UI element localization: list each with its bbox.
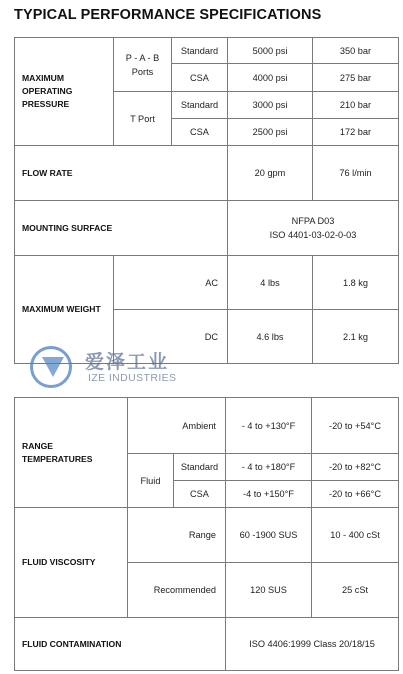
flow-rate-gpm: 20 gpm xyxy=(228,146,313,201)
viscosity-sus-cell: 60 -1900 SUS xyxy=(226,508,312,563)
weight-type-cell: DC xyxy=(114,310,228,364)
weight-type-cell: AC xyxy=(114,256,228,310)
pressure-bar-cell: 275 bar xyxy=(313,64,399,92)
weight-lbs-cell: 4.6 lbs xyxy=(228,310,313,364)
watermark-chinese-text: 爱泽工业 xyxy=(85,351,170,373)
temp-f-cell: - 4 to +180°F xyxy=(226,454,312,481)
t-port-label: T Port xyxy=(114,92,172,146)
viscosity-type-cell: Recommended xyxy=(128,563,226,618)
weight-kg-cell: 1.8 kg xyxy=(313,256,399,310)
temp-f-cell: - 4 to +130°F xyxy=(226,398,312,454)
pressure-type-cell: Standard xyxy=(172,92,228,119)
pressure-psi-cell: 3000 psi xyxy=(228,92,313,119)
pressure-bar-cell: 172 bar xyxy=(313,119,399,146)
temp-c-cell: -20 to +54°C xyxy=(312,398,399,454)
fluid-contamination-value: ISO 4406:1999 Class 20/18/15 xyxy=(226,618,399,671)
fluid-label: Fluid xyxy=(128,454,174,508)
mounting-nfpa: NFPA D03 xyxy=(291,216,335,226)
pressure-bar-cell: 210 bar xyxy=(313,92,399,119)
temp-type-cell: CSA xyxy=(174,481,226,508)
page-title: TYPICAL PERFORMANCE SPECIFICATIONS xyxy=(14,7,322,23)
max-operating-pressure-header: MAXIMUM OPERATING PRESSURE xyxy=(15,38,114,146)
range-temperatures-header: RANGE TEMPERATURES xyxy=(15,398,128,508)
pressure-type-cell: CSA xyxy=(172,119,228,146)
mounting-iso: ISO 4401-03-02-0-03 xyxy=(269,230,357,240)
mounting-surface-header: MOUNTING SURFACE xyxy=(15,201,228,256)
temp-type-cell: Ambient xyxy=(128,398,226,454)
spec-table-1 xyxy=(14,37,399,364)
viscosity-type-cell: Range xyxy=(128,508,226,563)
fluid-contamination-header: FLUID CONTAMINATION xyxy=(15,618,226,671)
pab-ports-label: P - A - B Ports xyxy=(114,38,172,92)
viscosity-sus-cell: 120 SUS xyxy=(226,563,312,618)
pressure-bar-cell: 350 bar xyxy=(313,38,399,64)
pressure-psi-cell: 2500 psi xyxy=(228,119,313,146)
temp-c-cell: -20 to +66°C xyxy=(312,481,399,508)
weight-lbs-cell: 4 lbs xyxy=(228,256,313,310)
flow-rate-header: FLOW RATE xyxy=(15,146,228,201)
watermark-english-text: IZE INDUSTRIES xyxy=(88,372,177,384)
fluid-viscosity-header: FLUID VISCOSITY xyxy=(15,508,128,618)
temp-c-cell: -20 to +82°C xyxy=(312,454,399,481)
spec-table-2 xyxy=(14,397,399,671)
temp-type-cell: Standard xyxy=(174,454,226,481)
viscosity-cst-cell: 25 cSt xyxy=(312,563,399,618)
viscosity-cst-cell: 10 - 400 cSt xyxy=(312,508,399,563)
temp-f-cell: -4 to +150°F xyxy=(226,481,312,508)
max-weight-header: MAXIMUM WEIGHT xyxy=(15,256,114,364)
pressure-type-cell: Standard xyxy=(172,38,228,64)
mounting-surface-value xyxy=(228,201,399,256)
pressure-psi-cell: 5000 psi xyxy=(228,38,313,64)
pressure-psi-cell: 4000 psi xyxy=(228,64,313,92)
pressure-type-cell: CSA xyxy=(172,64,228,92)
weight-kg-cell: 2.1 kg xyxy=(313,310,399,364)
flow-rate-lmin: 76 l/min xyxy=(313,146,399,201)
